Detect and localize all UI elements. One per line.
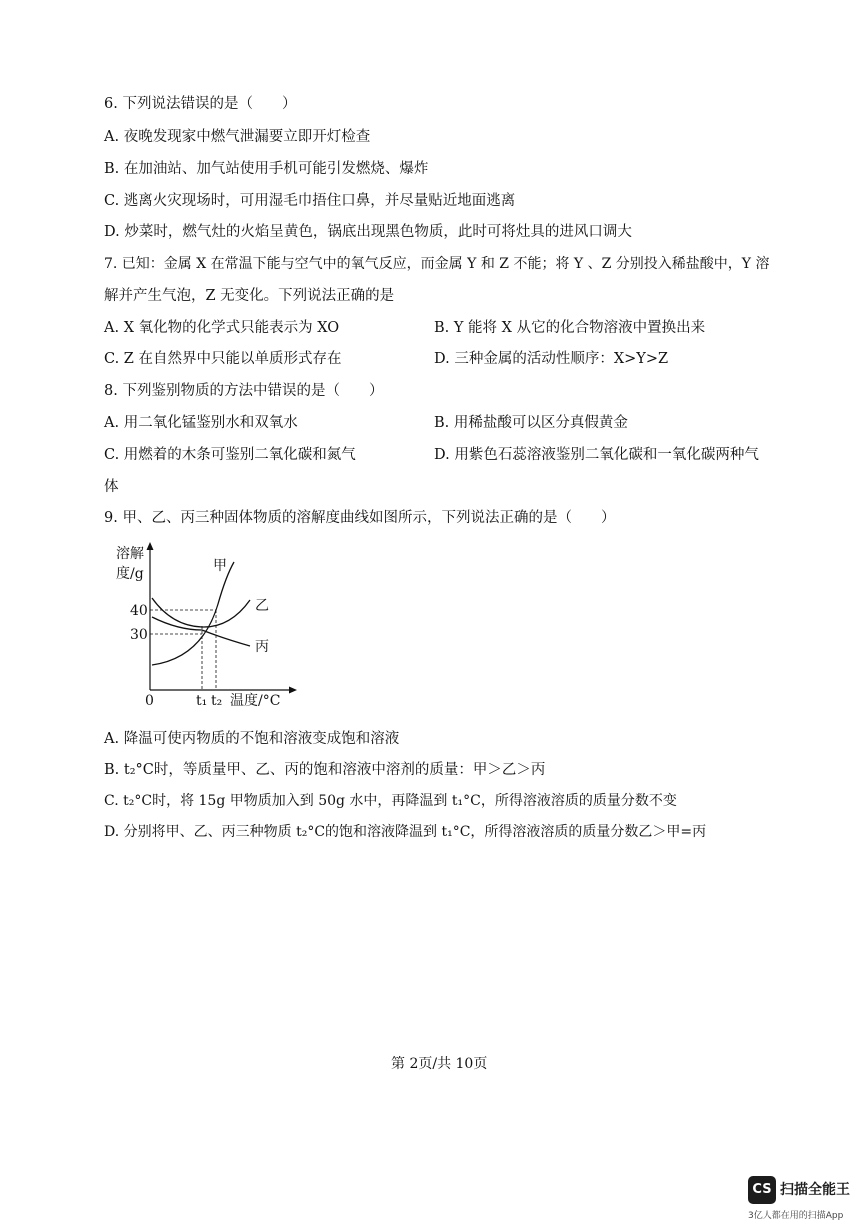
x-tick-t1: t₁ bbox=[196, 693, 208, 709]
q8-option-d-line1: D. 用紫色石蕊溶液鉴别二氧化碳和一氧化碳两种气 bbox=[434, 447, 759, 463]
watermark-app-name: 扫描全能王 bbox=[780, 1182, 850, 1198]
q9-option-d: D. 分别将甲、乙、丙三种物质 t₂°C的饱和溶液降温到 t₁°C，所得溶液溶质的质量分数乙＞甲=丙 bbox=[104, 824, 707, 840]
y-tick-40: 40 bbox=[130, 603, 148, 619]
q7-option-a: A. X 氧化物的化学式只能表示为 XO bbox=[104, 320, 340, 336]
curve-bing bbox=[152, 617, 250, 646]
q9-stem: 9. 甲、乙、丙三种固体物质的溶解度曲线如图所示，下列说法正确的是（ ） bbox=[104, 510, 616, 526]
q6-option-d: D. 炒菜时，燃气灶的火焰呈黄色，锅底出现黑色物质，此时可将灶具的进风口调大 bbox=[104, 224, 632, 240]
q7-stem-line1: 7. 已知：金属 X 在常温下能与空气中的氧气反应，而金属 Y 和 Z 不能；将 Y 、Z 分别投入稀盐酸中，Y 溶 bbox=[104, 256, 770, 272]
q7-option-d: D. 三种金属的活动性顺序：X>Y>Z bbox=[434, 351, 669, 367]
q9-option-b: B. t₂°C时，等质量甲、乙、丙的饱和溶液中溶剂的质量：甲＞乙＞丙 bbox=[104, 762, 546, 778]
q7-option-b: B. Y 能将 X 从它的化合物溶液中置换出来 bbox=[434, 320, 706, 336]
q8-stem: 8. 下列鉴别物质的方法中错误的是（ ） bbox=[104, 383, 384, 399]
q8-option-a: A. 用二氧化锰鉴别水和双氧水 bbox=[104, 415, 298, 431]
q9-option-a: A. 降温可使丙物质的不饱和溶液变成饱和溶液 bbox=[104, 731, 400, 747]
solubility-curve-graph bbox=[110, 538, 300, 713]
x-axis-label: 温度/°C bbox=[230, 693, 281, 709]
q8-option-b: B. 用稀盐酸可以区分真假黄金 bbox=[434, 415, 628, 431]
curve-label-bing: 丙 bbox=[255, 639, 269, 655]
q8-option-c: C. 用燃着的木条可鉴别二氧化碳和氮气 bbox=[104, 447, 356, 463]
curve-label-yi: 乙 bbox=[255, 598, 269, 614]
q8-option-d-line2: 体 bbox=[104, 479, 119, 495]
curve-jia bbox=[152, 562, 234, 665]
watermark-tagline: 3亿人都在用的扫描App bbox=[748, 1211, 844, 1221]
q6-option-b: B. 在加油站、加气站使用手机可能引发燃烧、爆炸 bbox=[104, 161, 429, 177]
x-tick-t2: t₂ bbox=[211, 693, 223, 709]
q6-stem: 6. 下列说法错误的是（ ） bbox=[104, 96, 297, 112]
x-axis-arrow bbox=[289, 687, 297, 694]
y-axis-arrow bbox=[147, 542, 154, 550]
q7-option-c: C. Z 在自然界中只能以单质形式存在 bbox=[104, 351, 342, 367]
curve-label-jia: 甲 bbox=[213, 558, 227, 574]
y-axis-label-line1: 溶解 bbox=[116, 546, 144, 562]
y-axis-label-line2: 度/g bbox=[116, 566, 144, 582]
q9-option-c: C. t₂°C时，将 15g 甲物质加入到 50g 水中，再降温到 t₁°C，所得溶液溶质的质量分数不变 bbox=[104, 793, 677, 809]
y-tick-30: 30 bbox=[130, 627, 148, 643]
origin-label: 0 bbox=[145, 693, 154, 709]
q7-stem-line2: 解并产生气泡，Z 无变化。下列说法正确的是 bbox=[104, 288, 395, 304]
q6-option-c: C. 逃离火灾现场时，可用湿毛巾捂住口鼻，并尽量贴近地面逃离 bbox=[104, 193, 516, 209]
page-number: 第 2页/共 10页 bbox=[391, 1056, 488, 1072]
q6-option-a: A. 夜晚发现家中燃气泄漏要立即开灯检查 bbox=[104, 129, 371, 145]
scanner-watermark bbox=[748, 1176, 863, 1222]
cs-logo-icon: CS bbox=[748, 1176, 776, 1204]
